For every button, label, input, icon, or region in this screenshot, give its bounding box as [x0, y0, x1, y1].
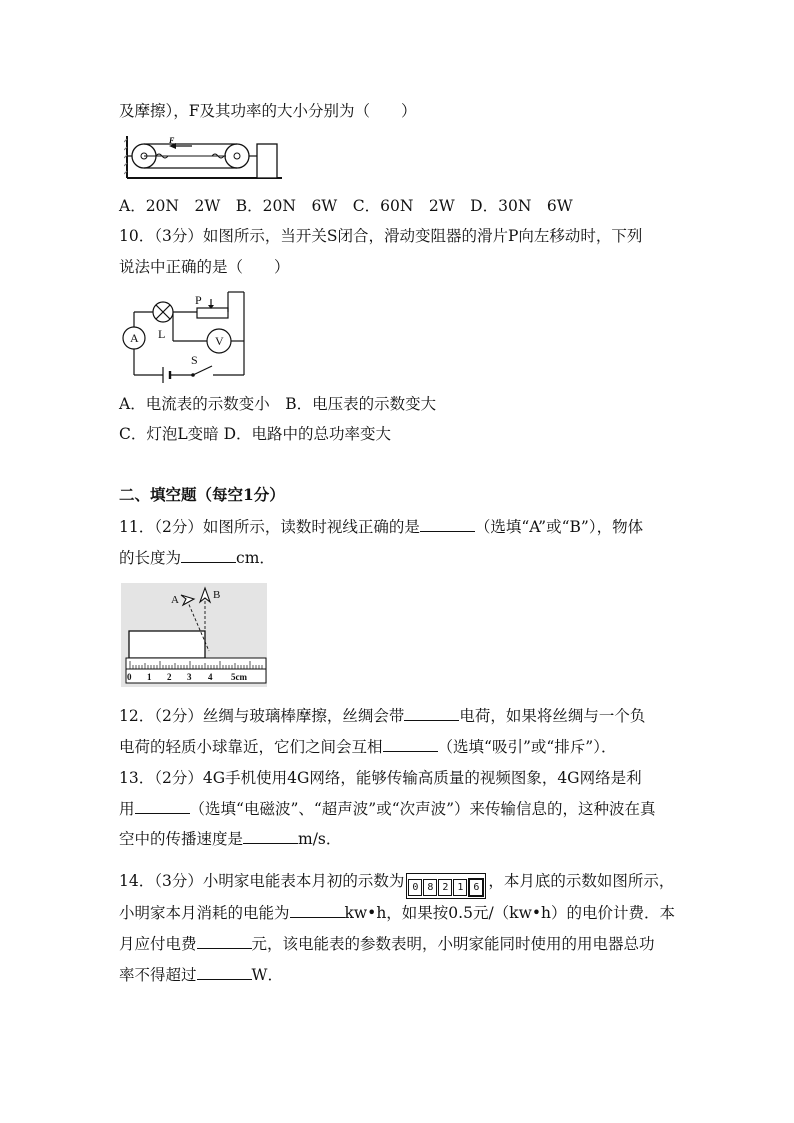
q14-line3: 月应付电费 元，该电能表的参数表明，小明家能同时使用的用电器总功 [119, 935, 655, 953]
q14-line4: 率不得超过 W． [119, 966, 283, 984]
answer-blank[interactable] [290, 903, 345, 918]
lamp-label-l: L [158, 327, 166, 341]
ruler-tick-0: 0 [127, 672, 132, 682]
q14-line1: 14．（3分）小明家电能表本月初的示数为 0 8 2 1 6 ，本月底的示数如图所示， [119, 871, 674, 899]
ruler-tick-1: 1 [147, 672, 152, 682]
answer-blank[interactable] [383, 737, 438, 752]
section-heading: 二、填空题（每空1分） [119, 485, 285, 504]
ruler-tick-4: 4 [208, 672, 213, 682]
ruler-tick-5cm: 5cm [231, 672, 247, 682]
answer-blank[interactable] [197, 965, 252, 980]
ruler-tick-3: 3 [187, 672, 192, 682]
q10-option-line1: A．电流表的示数变小 B．电压表的示数变大 [119, 395, 437, 413]
eye-label-a: A [171, 594, 179, 606]
q13-line3: 空中的传播速度是 m/s． [119, 830, 342, 848]
ammeter-label: A [130, 331, 139, 345]
q13-line1: 13．（2分）4G手机使用4G网络，能够传输高质量的视频图象，4G网络是利 [119, 769, 642, 787]
voltmeter-label: V [215, 334, 224, 348]
q9-stem-tail: 及摩擦），F及其功率的大小分别为（ ） [119, 102, 417, 120]
ruler-tick-2: 2 [167, 672, 172, 682]
q13-line2: 用 （选填“电磁波”、“超声波”或“次声波”）来传输信息的，这种波在真 [119, 800, 656, 818]
q11-line1: 11．（2分）如图所示，读数时视线正确的是 （选填“A”或“B”），物体 [119, 518, 644, 536]
slider-label-p: P [195, 293, 202, 307]
switch-label-s: S [191, 353, 198, 367]
answer-blank[interactable] [181, 548, 236, 563]
q12-line2: 电荷的轻质小球靠近，它们之间会互相 （选填“吸引”或“排斥”）． [119, 738, 617, 756]
q10-stem-line2: 说法中正确的是（ ） [119, 258, 290, 276]
q14-line2: 小明家本月消耗的电能为 kw•h，如果按0.5元/（kw•h）的电价计费．本 [119, 904, 675, 922]
eye-label-b: B [213, 589, 221, 601]
q9-options: A．20N 2W B．20N 6W C．60N 2W D．30N 6W [119, 197, 573, 215]
q11-line2: 的长度为 cm． [119, 549, 275, 567]
energy-meter-reading: 0 8 2 1 6 [406, 873, 486, 899]
answer-blank[interactable] [197, 934, 252, 949]
pulley-figure [124, 134, 284, 180]
q10-stem-line1: 10．（3分）如图所示，当开关S闭合，滑动变阻器的滑片P向左移动时，下列 [119, 227, 643, 245]
answer-blank[interactable] [420, 517, 475, 532]
answer-blank[interactable] [243, 829, 298, 844]
q10-option-line2: C．灯泡L变暗 D．电路中的总功率变大 [119, 425, 392, 443]
answer-blank[interactable] [135, 799, 190, 814]
pulley-label-f: F [169, 136, 175, 145]
circuit-figure [119, 289, 251, 385]
q12-line1: 12．（2分）丝绸与玻璃棒摩擦，丝绸会带 电荷，如果将丝绸与一个负 [119, 707, 646, 725]
answer-blank[interactable] [404, 706, 459, 721]
ruler-figure [121, 583, 267, 687]
